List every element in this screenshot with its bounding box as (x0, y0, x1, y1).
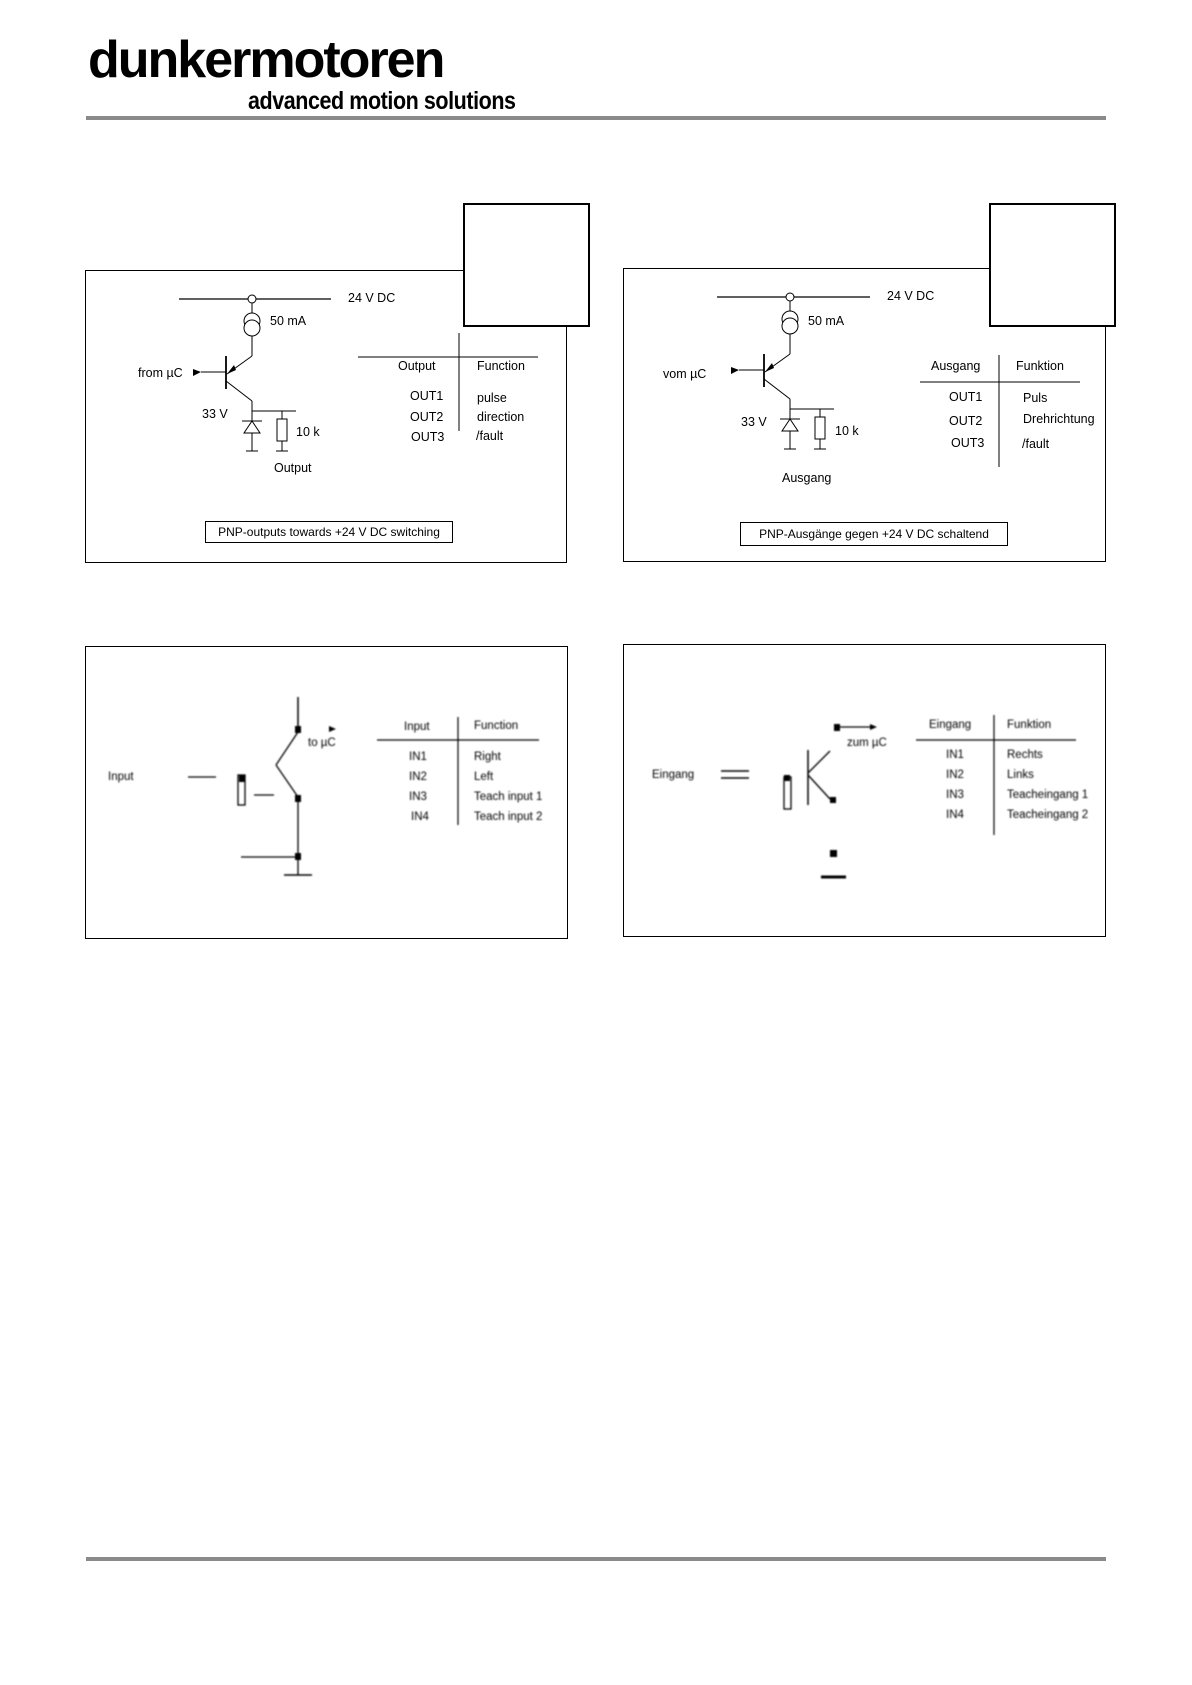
inputs-de-panel (623, 644, 1106, 937)
table-cell-function: /fault (1022, 437, 1050, 451)
to-mc-label: to µC (308, 737, 336, 749)
table-head-function: Function (474, 720, 519, 732)
table-head-function: Funktion (1016, 359, 1064, 373)
resistor-label: 10 k (296, 425, 320, 439)
table-cell-function: direction (477, 410, 525, 424)
table-cell-signal: OUT3 (951, 436, 985, 450)
current-source-label: 50 mA (808, 314, 845, 328)
input-label: Input (108, 771, 134, 783)
table-cell-function: /fault (476, 429, 504, 443)
supply-label: 24 V DC (887, 289, 935, 303)
table-head-input: Input (404, 721, 430, 733)
brand-logo: dunkermotoren (88, 31, 444, 89)
input-label: Eingang (652, 769, 695, 781)
table-cell-function: Teach input 2 (474, 811, 543, 823)
driver-input-label: from µC (138, 366, 183, 380)
table-cell-signal: OUT1 (949, 390, 983, 404)
header-rule (86, 116, 1106, 120)
table-cell-signal: OUT2 (410, 410, 444, 424)
table-head-input: Eingang (929, 719, 972, 731)
table-cell-signal: IN2 (946, 769, 964, 781)
table-cell-function: Teach input 1 (474, 791, 543, 803)
table-head-function: Function (477, 359, 525, 373)
table-cell-signal: OUT3 (411, 430, 445, 444)
table-cell-signal: IN2 (409, 771, 427, 783)
outputs-de-caption: PNP-Ausgänge gegen +24 V DC schaltend (740, 522, 1008, 546)
zener-label: 33 V (202, 407, 228, 421)
table-head-output: Output (398, 359, 436, 373)
table-cell-function: Puls (1023, 391, 1048, 405)
inputs-en-panel (85, 646, 568, 939)
table-cell-signal: OUT1 (410, 389, 444, 403)
output-node-label: Output (274, 461, 312, 475)
zener-label: 33 V (741, 415, 767, 429)
driver-input-label: vom µC (663, 367, 707, 381)
table-head-function: Funktion (1007, 719, 1052, 731)
to-mc-label: zum µC (847, 737, 887, 749)
footer-rule (86, 1557, 1106, 1561)
output-node-label: Ausgang (782, 471, 832, 485)
current-source-label: 50 mA (270, 314, 307, 328)
table-head-output: Ausgang (931, 359, 981, 373)
table-cell-function: Rechts (1007, 749, 1043, 761)
table-cell-signal: IN1 (409, 751, 427, 763)
brand-tagline: advanced motion solutions (248, 87, 516, 115)
supply-label: 24 V DC (348, 291, 396, 305)
table-cell-signal: OUT2 (949, 414, 983, 428)
table-cell-function: Left (474, 771, 494, 783)
outputs-de-badge (989, 203, 1116, 327)
resistor-label: 10 k (835, 424, 859, 438)
table-cell-signal: IN3 (946, 789, 964, 801)
table-cell-function: pulse (477, 391, 507, 405)
table-cell-function: Drehrichtung (1023, 412, 1095, 426)
table-cell-function: Links (1007, 769, 1034, 781)
outputs-en-caption: PNP-outputs towards +24 V DC switching (205, 521, 453, 543)
table-cell-function: Teacheingang 2 (1007, 809, 1089, 821)
table-cell-function: Right (474, 751, 501, 763)
table-cell-function: Teacheingang 1 (1007, 789, 1089, 801)
outputs-en-badge (463, 203, 590, 327)
table-cell-signal: IN1 (946, 749, 964, 761)
table-cell-signal: IN4 (411, 811, 429, 823)
table-cell-signal: IN3 (409, 791, 427, 803)
table-cell-signal: IN4 (946, 809, 964, 821)
